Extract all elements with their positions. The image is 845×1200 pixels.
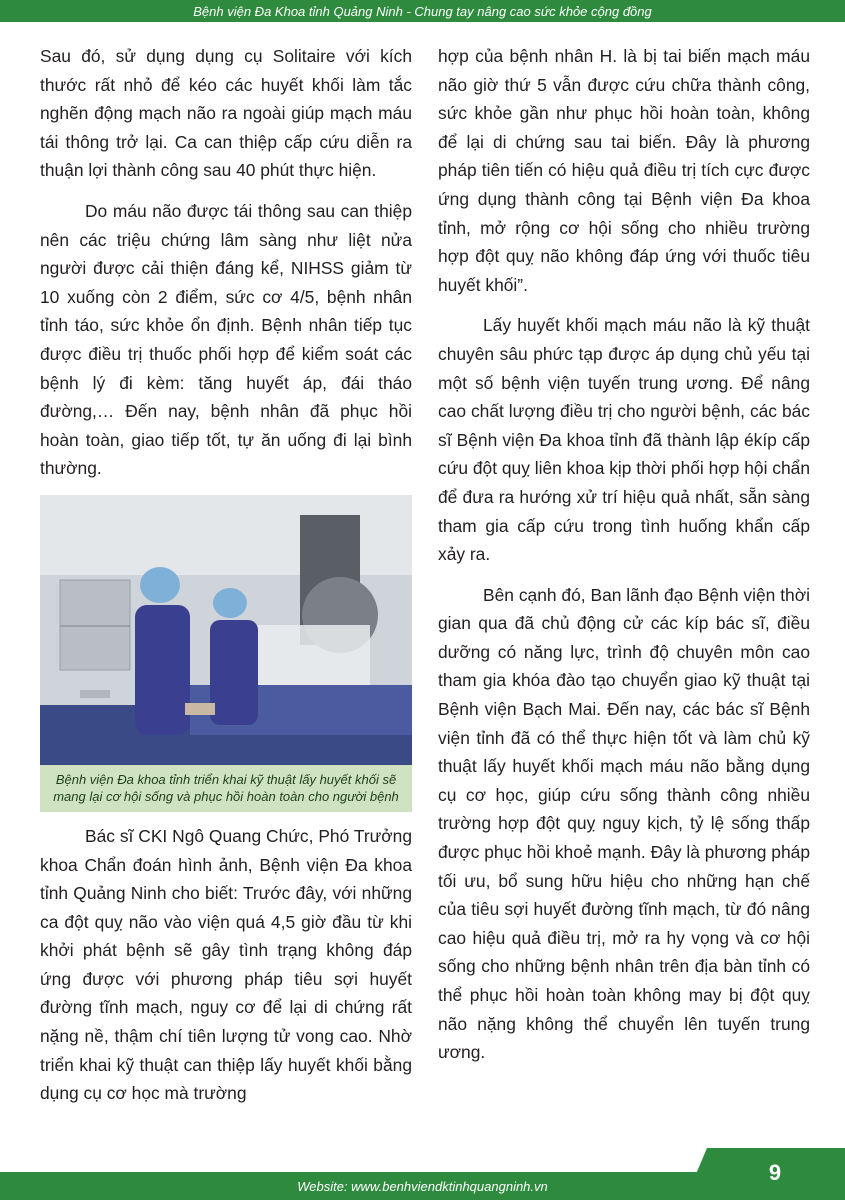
left-paragraph-2: Do máu não được tái thông sau can thiệp nên các triệu chứng lâm sàng như liệt nửa người được cải thiện đáng kể, NIHSS giảm từ 10 xuống còn 2 điểm, sức cơ 4/5, bệnh nhân tỉnh táo, sức khỏe ổn định. Bệnh nhân tiếp tục được điều trị thuốc phối hợp để kiểm soát các bệnh lý đi kèm: tăng huyết áp, đái tháo đường,… Đến nay, bệnh nhân đã phục hồi hoàn toàn, giao tiếp tốt, tự ăn uống đi lại bình thường. bbox=[40, 200, 412, 479]
right-paragraph-1: hợp của bệnh nhân H. là bị tai biến mạch máu não giờ thứ 5 vẫn được cứu chữa thành công, sức khỏe gần như phục hồi hoàn toàn, không để lại di chứng sau tai biến. Đây là phương pháp tiên tiến có hiệu quả điều trị tích cực được ứng dụng thành công tại Bệnh viện Đa khoa tỉnh, mở rộng cơ hội sống cho nhiều trường hợp đột quỵ não không đáp ứng với thuốc tiêu huyết khối”. bbox=[438, 46, 810, 295]
website-text: Website: www.benhviendktinhquangninh.vn bbox=[297, 1178, 548, 1194]
photo-illustration bbox=[40, 495, 412, 765]
header-tagline: Bệnh viện Đa Khoa tỉnh Quảng Ninh - Chung tay nâng cao sức khỏe cộng đồng bbox=[193, 3, 652, 19]
article-figure bbox=[40, 495, 412, 812]
left-paragraph-1: Sau đó, sử dụng dụng cụ Solitaire với kích thước rất nhỏ để kéo các huyết khối làm tắc nghẽn động mạch não ra ngoài giúp mạch máu tái thông trở lại. Ca can thiệp cấp cứu diễn ra thuận lợi thành công sau 40 phút thực hiện. bbox=[40, 46, 412, 181]
header-banner bbox=[0, 0, 845, 22]
page-number: 9 bbox=[768, 1160, 782, 1185]
left-column bbox=[40, 42, 412, 1120]
photo-caption: Bệnh viện Đa khoa tỉnh triển khai kỹ thuật lấy huyết khối sẽ mang lại cơ hội sống và phục hồi hoàn toàn cho người bệnh bbox=[40, 765, 412, 812]
operating-room-photo bbox=[40, 495, 412, 765]
right-column bbox=[438, 42, 810, 1079]
left-paragraph-3: Bác sĩ CKI Ngô Quang Chức, Phó Trưởng khoa Chẩn đoán hình ảnh, Bệnh viện Đa khoa tỉnh Quảng Ninh cho biết: Trước đây, với những ca đột quỵ não vào viện quá 4,5 giờ đầu từ khi khởi phát bệnh sẽ gây tình trạng không đáp ứng được với phương pháp tiêu sợi huyết đường tĩnh mạch, nguy cơ để lại di chứng rất nặng nề, thậm chí tiên lượng tử vong cao. Nhờ triển khai kỹ thuật can thiệp lấy huyết khối bằng dụng cụ cơ học mà trường bbox=[40, 825, 412, 1104]
right-paragraph-3: Bên cạnh đó, Ban lãnh đạo Bệnh viện thời gian qua đã chủ động cử các kíp bác sĩ, điều dưỡng có năng lực, trình độ chuyên môn cao tham gia khóa đào tạo chuyển giao kỹ thuật tại Bệnh viện Bạch Mai. Đến nay, các bác sĩ Bệnh viện tỉnh đã có thể thực hiện tốt và làm chủ kỹ thuật lấy huyết khối mạch máu não bằng dụng cụ cơ học, giúp cứu sống thành công nhiều trường hợp đột quỵ nguy kịch, tỷ lệ sống thấp được phục hồi khoẻ mạnh. Đây là phương pháp tối ưu, bổ sung hữu hiệu cho những hạn chế của tiêu sợi huyết đường tĩnh mạch, từ đó nâng cao hiệu quả điều trị, mở ra hy vọng và cơ hội sống cho những bệnh nhân trên địa bàn tỉnh có thể phục hồi hoàn toàn không may bị đột quỵ não nặng không thể chuyển lên tuyến trung ương. bbox=[438, 584, 810, 1063]
footer-website bbox=[0, 1172, 845, 1200]
right-paragraph-2: Lấy huyết khối mạch máu não là kỹ thuật chuyên sâu phức tạp được áp dụng chủ yếu tại một số bệnh viện tuyến trung ương. Để nâng cao chất lượng điều trị cho người bệnh, các bác sĩ Bệnh viện Đa khoa tỉnh đã thành lập ékíp cấp cứu đột quỵ liên khoa kịp thời phối hợp hội chẩn để đưa ra hướng xử trí hiệu quả nhất, sẵn sàng tham gia cấp cứu trong tình huống khẩn cấp xảy ra. bbox=[438, 315, 810, 565]
